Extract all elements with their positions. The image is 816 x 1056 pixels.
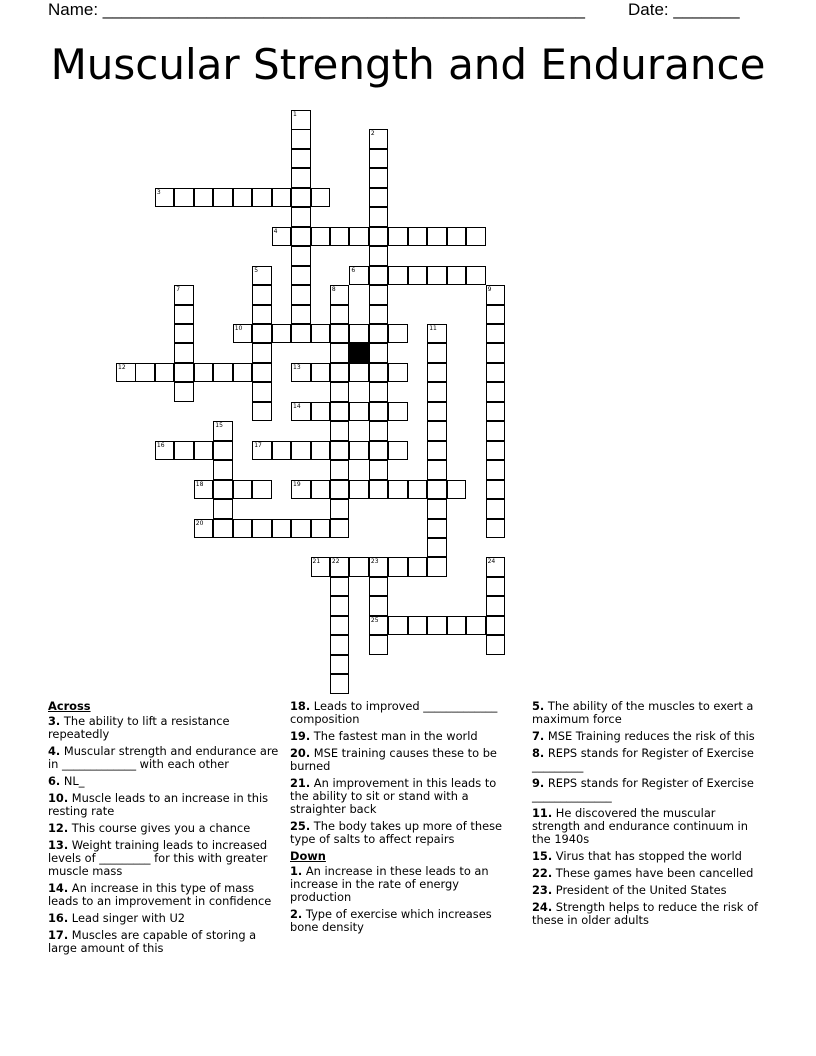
clue-text: NL_	[60, 774, 85, 788]
crossword-cell[interactable]	[486, 382, 506, 402]
clue-text: Lead singer with U2	[68, 911, 186, 925]
crossword-black-cell	[349, 343, 369, 363]
crossword-cell[interactable]	[174, 363, 194, 383]
clue-number-label: 24	[487, 558, 496, 566]
crossword-cell[interactable]	[369, 382, 389, 402]
crossword-cell[interactable]	[466, 266, 486, 286]
crossword-cell[interactable]	[330, 596, 350, 616]
crossword-cell[interactable]	[486, 480, 506, 500]
crossword-cell[interactable]	[486, 635, 506, 655]
crossword-cell[interactable]	[330, 557, 350, 577]
crossword-cell[interactable]	[349, 480, 369, 500]
clue-number: 22.	[532, 866, 553, 880]
crossword-cell[interactable]	[311, 519, 331, 539]
crossword-cell[interactable]	[330, 324, 350, 344]
crossword-cell[interactable]	[447, 480, 467, 500]
crossword-cell[interactable]	[369, 577, 389, 597]
crossword-cell[interactable]	[369, 188, 389, 208]
crossword-cell[interactable]	[155, 441, 175, 461]
crossword-cell[interactable]	[291, 207, 311, 227]
crossword-cell[interactable]	[369, 363, 389, 383]
crossword-cell[interactable]	[311, 363, 331, 383]
crossword-cell[interactable]	[369, 324, 389, 344]
crossword-cell[interactable]	[252, 441, 272, 461]
crossword-cell[interactable]	[408, 227, 428, 247]
crossword-cell[interactable]	[466, 616, 486, 636]
crossword-cell[interactable]	[486, 460, 506, 480]
clue-number: 14.	[48, 881, 69, 895]
crossword-cell[interactable]	[369, 635, 389, 655]
crossword-cell[interactable]	[427, 499, 447, 519]
clue-item	[290, 908, 518, 934]
clue-number-label: 18	[195, 480, 204, 488]
clue-text: President of the United States	[552, 883, 727, 897]
crossword-cell[interactable]	[174, 285, 194, 305]
clue-item	[290, 865, 518, 904]
crossword-cell[interactable]	[330, 441, 350, 461]
clue-text: REPS stands for Register of Exercise _________	[532, 746, 754, 773]
down-clue-list	[290, 865, 518, 934]
clue-text: This course gives you a chance	[68, 821, 251, 835]
crossword-cell[interactable]	[213, 441, 233, 461]
crossword-cell[interactable]	[427, 460, 447, 480]
crossword-cell[interactable]	[330, 363, 350, 383]
crossword-cell[interactable]	[369, 596, 389, 616]
crossword-cell[interactable]	[311, 227, 331, 247]
crossword-cell[interactable]	[252, 305, 272, 325]
crossword-cell[interactable]	[369, 421, 389, 441]
crossword-cell[interactable]	[252, 363, 272, 383]
clue-number-label: 8	[331, 286, 336, 293]
clue-number: 3.	[48, 714, 61, 728]
crossword-cell[interactable]	[330, 480, 350, 500]
clues-column-2	[290, 700, 518, 938]
crossword-cell[interactable]	[174, 343, 194, 363]
clue-number: 6.	[48, 774, 61, 788]
clue-number-label: 7	[176, 286, 181, 293]
crossword-cell[interactable]	[291, 363, 311, 383]
clue-number: 11.	[532, 806, 553, 820]
crossword-cell[interactable]	[427, 382, 447, 402]
clue-text: MSE Training reduces the risk of this	[544, 729, 755, 743]
clue-item	[48, 929, 280, 955]
clue-number-label: 6	[351, 266, 356, 274]
clue-number-label: 17	[254, 441, 262, 449]
clue-number: 16.	[48, 911, 69, 925]
crossword-cell[interactable]	[349, 363, 369, 383]
clue-text: An increase in these leads to an increase in the rate of energy production	[290, 864, 489, 904]
clue-number-label: 11	[429, 324, 437, 332]
crossword-cell[interactable]	[213, 421, 233, 441]
clue-number: 12.	[48, 821, 69, 835]
crossword-cell[interactable]	[349, 324, 369, 344]
crossword-cell[interactable]	[369, 266, 389, 286]
crossword-cell[interactable]	[427, 557, 447, 577]
crossword-cell[interactable]	[427, 324, 447, 344]
clue-item	[48, 822, 280, 835]
clue-number: 19.	[290, 729, 311, 743]
crossword-cell[interactable]	[330, 499, 350, 519]
crossword-cell[interactable]	[330, 227, 350, 247]
crossword-cell[interactable]	[330, 343, 350, 363]
name-field-label[interactable]: Name: ___________________________________________________	[48, 0, 585, 19]
crossword-cell[interactable]	[486, 577, 506, 597]
clue-text: Muscle leads to an increase in this resting rate	[48, 791, 269, 818]
crossword-cell[interactable]	[252, 188, 272, 208]
clue-item	[532, 807, 764, 846]
clue-number: 1.	[290, 864, 303, 878]
clue-text: He discovered the muscular strength and endurance continuum in the 1940s	[532, 806, 748, 846]
crossword-cell[interactable]	[388, 441, 408, 461]
crossword-cell[interactable]	[213, 480, 233, 500]
crossword-cell[interactable]	[486, 343, 506, 363]
crossword-cell[interactable]	[330, 519, 350, 539]
clue-item	[532, 884, 764, 897]
crossword-cell[interactable]	[486, 616, 506, 636]
crossword-cell[interactable]	[291, 129, 311, 149]
down-heading: Down	[290, 849, 326, 863]
clue-number: 20.	[290, 746, 311, 760]
crossword-cell[interactable]	[349, 266, 369, 286]
clue-text: An improvement in this leads to the ability to sit or stand with a straighter back	[290, 776, 497, 816]
crossword-cell[interactable]	[252, 402, 272, 422]
crossword-cell[interactable]	[427, 421, 447, 441]
clue-number-label: 12	[118, 363, 126, 371]
clue-number: 15.	[532, 849, 553, 863]
crossword-cell[interactable]	[291, 227, 311, 247]
crossword-cell[interactable]	[194, 480, 214, 500]
crossword-cell[interactable]	[369, 402, 389, 422]
crossword-cell[interactable]	[369, 207, 389, 227]
clue-number-label: 20	[195, 519, 204, 527]
clue-text: Leads to improved _____________ composition	[290, 699, 498, 726]
crossword-cell[interactable]	[311, 480, 331, 500]
clue-item	[290, 700, 518, 726]
crossword-cell[interactable]	[291, 324, 311, 344]
crossword-cell[interactable]	[427, 519, 447, 539]
clue-number-label: 9	[487, 286, 492, 293]
clue-text: Virus that has stopped the world	[552, 849, 742, 863]
crossword-cell[interactable]	[291, 266, 311, 286]
clue-number: 21.	[290, 776, 311, 790]
crossword-cell[interactable]	[252, 382, 272, 402]
clue-number: 17.	[48, 928, 69, 942]
crossword-cell[interactable]	[486, 285, 506, 305]
crossword-cell[interactable]	[233, 188, 253, 208]
crossword-cell[interactable]	[272, 324, 292, 344]
crossword-cell[interactable]	[272, 227, 292, 247]
crossword-cell[interactable]	[311, 557, 331, 577]
clue-item	[290, 747, 518, 773]
clue-item	[532, 700, 764, 726]
crossword-cell[interactable]	[330, 285, 350, 305]
clue-number: 24.	[532, 900, 553, 914]
crossword-cell[interactable]	[174, 441, 194, 461]
clue-item	[532, 747, 764, 773]
crossword-cell[interactable]	[408, 266, 428, 286]
crossword-cell[interactable]	[291, 110, 311, 130]
clue-text: The fastest man in the world	[310, 729, 478, 743]
crossword-cell[interactable]	[369, 129, 389, 149]
crossword-cell[interactable]	[388, 402, 408, 422]
crossword-cell[interactable]	[486, 324, 506, 344]
down-clue-list-continued	[532, 700, 764, 927]
crossword-cell[interactable]	[408, 557, 428, 577]
clue-text: REPS stands for Register of Exercise ______________	[532, 776, 754, 803]
crossword-cell[interactable]	[213, 363, 233, 383]
clue-number: 13.	[48, 838, 69, 852]
clues-column-1	[48, 700, 280, 959]
crossword-cell[interactable]	[155, 363, 175, 383]
clue-number: 23.	[532, 883, 553, 897]
crossword-cell[interactable]	[369, 246, 389, 266]
crossword-cell[interactable]	[291, 441, 311, 461]
crossword-cell[interactable]	[388, 227, 408, 247]
crossword-cell[interactable]	[427, 616, 447, 636]
crossword-cell[interactable]	[213, 188, 233, 208]
crossword-cell[interactable]	[330, 577, 350, 597]
crossword-cell[interactable]	[291, 188, 311, 208]
crossword-cell[interactable]	[330, 616, 350, 636]
crossword-cell[interactable]	[447, 266, 467, 286]
crossword-cell[interactable]	[369, 168, 389, 188]
crossword-cell[interactable]	[174, 324, 194, 344]
clue-text: MSE training causes these to be burned	[290, 746, 497, 773]
clue-item	[532, 867, 764, 880]
crossword-cell[interactable]	[291, 168, 311, 188]
crossword-cell[interactable]	[291, 480, 311, 500]
across-heading: Across	[48, 699, 91, 713]
crossword-cell[interactable]	[291, 149, 311, 169]
crossword-cell[interactable]	[252, 343, 272, 363]
clue-text: The ability to lift a resistance repeatedly	[48, 714, 230, 741]
crossword-cell[interactable]	[252, 266, 272, 286]
clue-text: Muscles are capable of storing a large amount of this	[48, 928, 257, 955]
crossword-cell[interactable]	[311, 324, 331, 344]
crossword-cell[interactable]	[388, 557, 408, 577]
clue-text: Weight training leads to increased levels of _________ for this with greater muscle mass	[48, 838, 268, 878]
crossword-cell[interactable]	[213, 499, 233, 519]
crossword-cell[interactable]	[388, 324, 408, 344]
crossword-cell[interactable]	[408, 616, 428, 636]
crossword-cell[interactable]	[388, 616, 408, 636]
crossword-cell[interactable]	[330, 382, 350, 402]
crossword-cell[interactable]	[369, 149, 389, 169]
crossword-cell[interactable]	[174, 382, 194, 402]
clue-number: 7.	[532, 729, 545, 743]
crossword-cell[interactable]	[311, 402, 331, 422]
clue-number-label: 23	[370, 558, 379, 566]
clue-number-label: 25	[370, 616, 379, 624]
clue-item	[532, 901, 764, 927]
crossword-cell[interactable]	[233, 363, 253, 383]
crossword-cell[interactable]	[233, 480, 253, 500]
crossword-cell[interactable]	[135, 363, 155, 383]
clue-number-label: 5	[254, 266, 259, 274]
crossword-cell[interactable]	[486, 499, 506, 519]
clue-item	[290, 730, 518, 743]
clue-number-label: 14	[293, 402, 301, 410]
clue-number: 5.	[532, 699, 545, 713]
clue-text: Muscular strength and endurance are in _____________ with each other	[48, 744, 279, 771]
crossword-cell[interactable]	[349, 441, 369, 461]
crossword-cell[interactable]	[388, 363, 408, 383]
crossword-cell[interactable]	[330, 460, 350, 480]
crossword-cell[interactable]	[330, 421, 350, 441]
clue-item	[48, 745, 280, 771]
clue-item	[290, 777, 518, 816]
crossword-cell[interactable]	[369, 343, 389, 363]
clue-number: 10.	[48, 791, 69, 805]
crossword-cell[interactable]	[194, 441, 214, 461]
clue-text: Strength helps to reduce the risk of these in older adults	[532, 900, 759, 927]
crossword-cell[interactable]	[194, 519, 214, 539]
clue-text: These games have been cancelled	[552, 866, 754, 880]
clue-number: 2.	[290, 907, 303, 921]
crossword-cell[interactable]	[311, 188, 331, 208]
crossword-cell[interactable]	[369, 227, 389, 247]
clue-item	[48, 912, 280, 925]
crossword-cell[interactable]	[427, 480, 447, 500]
crossword-cell[interactable]	[388, 266, 408, 286]
crossword-cell[interactable]	[447, 227, 467, 247]
date-field-label[interactable]: Date: _______	[628, 0, 740, 19]
clue-number-label: 4	[273, 227, 278, 235]
crossword-cell[interactable]	[330, 305, 350, 325]
crossword-cell[interactable]	[349, 227, 369, 247]
crossword-cell[interactable]	[486, 305, 506, 325]
crossword-cell[interactable]	[252, 480, 272, 500]
crossword-cell[interactable]	[155, 188, 175, 208]
clue-item	[48, 839, 280, 878]
clue-number: 8.	[532, 746, 545, 760]
crossword-cell[interactable]	[369, 616, 389, 636]
crossword-cell[interactable]	[291, 402, 311, 422]
crossword-cell[interactable]	[272, 188, 292, 208]
crossword-cell[interactable]	[349, 557, 369, 577]
crossword-cell[interactable]	[427, 363, 447, 383]
crossword-cell[interactable]	[427, 227, 447, 247]
clue-text: Type of exercise which increases bone density	[290, 907, 492, 934]
crossword-cell[interactable]	[291, 285, 311, 305]
crossword-cell[interactable]	[369, 480, 389, 500]
crossword-cell[interactable]	[369, 305, 389, 325]
crossword-cell[interactable]	[252, 519, 272, 539]
crossword-cell[interactable]	[233, 519, 253, 539]
clue-item	[532, 850, 764, 863]
crossword-cell[interactable]	[252, 285, 272, 305]
crossword-cell[interactable]	[174, 188, 194, 208]
crossword-cell[interactable]	[486, 519, 506, 539]
crossword-cell[interactable]	[369, 441, 389, 461]
crossword-cell[interactable]	[233, 324, 253, 344]
crossword-cell[interactable]	[252, 324, 272, 344]
crossword-cell[interactable]	[330, 402, 350, 422]
crossword-cell[interactable]	[291, 246, 311, 266]
crossword-cell[interactable]	[427, 538, 447, 558]
clue-item	[290, 820, 518, 846]
clue-number: 9.	[532, 776, 545, 790]
crossword-cell[interactable]	[408, 480, 428, 500]
clue-number-label: 10	[234, 324, 243, 332]
crossword-cell[interactable]	[330, 674, 350, 694]
crossword-cell[interactable]	[330, 655, 350, 675]
clue-text: The ability of the muscles to exert a maximum force	[532, 699, 754, 726]
clue-number-label: 22	[331, 558, 340, 566]
across-clue-list	[48, 715, 280, 955]
clue-number-label: 13	[293, 363, 301, 371]
clue-item	[48, 775, 280, 788]
clue-number-label: 3	[156, 188, 161, 196]
crossword-cell[interactable]	[272, 519, 292, 539]
clue-number-label: 21	[312, 558, 321, 566]
crossword-cell[interactable]	[213, 460, 233, 480]
crossword-cell[interactable]	[486, 421, 506, 441]
crossword-cell[interactable]	[349, 402, 369, 422]
crossword-cell[interactable]	[466, 227, 486, 247]
clue-item	[532, 777, 764, 803]
crossword-cell[interactable]	[486, 402, 506, 422]
crossword-cell[interactable]	[116, 363, 136, 383]
crossword-cell[interactable]	[369, 557, 389, 577]
clue-item	[48, 715, 280, 741]
page-title: Muscular Strength and Endurance	[50, 40, 766, 89]
clue-number-label: 2	[370, 130, 375, 138]
clue-text: The body takes up more of these type of salts to affect repairs	[290, 819, 503, 846]
crossword-cell[interactable]	[369, 460, 389, 480]
crossword-cell[interactable]	[194, 363, 214, 383]
clue-number: 25.	[290, 819, 311, 833]
clue-item	[532, 730, 764, 743]
crossword-cell[interactable]	[427, 402, 447, 422]
clues-column-3	[532, 700, 764, 931]
clue-number-label: 16	[156, 441, 165, 449]
crossword-cell[interactable]	[486, 596, 506, 616]
clue-number-label: 1	[293, 111, 297, 118]
crossword-cell[interactable]	[369, 285, 389, 305]
crossword-cell[interactable]	[486, 363, 506, 383]
crossword-cell[interactable]	[272, 441, 292, 461]
crossword-cell[interactable]	[291, 305, 311, 325]
crossword-cell[interactable]	[311, 441, 331, 461]
crossword-cell[interactable]	[213, 519, 233, 539]
clue-number: 4.	[48, 744, 61, 758]
crossword-cell[interactable]	[388, 480, 408, 500]
clue-item	[48, 792, 280, 818]
crossword-cell[interactable]	[447, 616, 467, 636]
clue-item	[48, 882, 280, 908]
crossword-cell[interactable]	[427, 266, 447, 286]
crossword-cell[interactable]	[486, 557, 506, 577]
clue-number: 18.	[290, 699, 311, 713]
across-clue-list-continued	[290, 700, 518, 846]
crossword-cell[interactable]	[330, 635, 350, 655]
crossword-cell[interactable]	[427, 343, 447, 363]
crossword-cell[interactable]	[194, 188, 214, 208]
crossword-cell[interactable]	[174, 305, 194, 325]
clue-text: An increase in this type of mass leads to an improvement in confidence	[48, 881, 272, 908]
clue-number-label: 15	[215, 422, 223, 430]
clue-number-label: 19	[293, 480, 301, 488]
crossword-cell[interactable]	[427, 441, 447, 461]
crossword-cell[interactable]	[291, 519, 311, 539]
crossword-cell[interactable]	[486, 441, 506, 461]
